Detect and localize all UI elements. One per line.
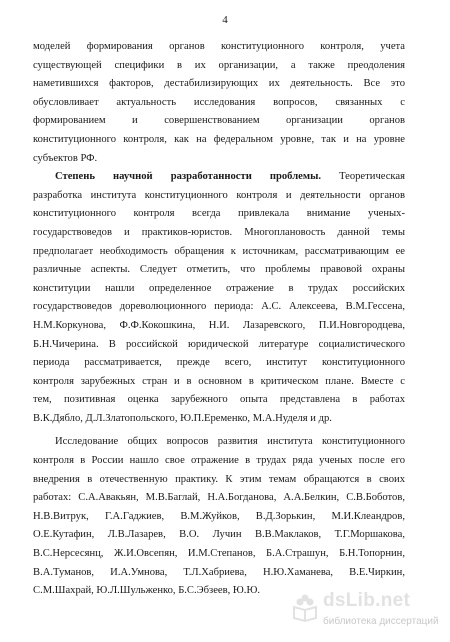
- text-line: формированием и совершенствованием организации органов: [33, 115, 405, 127]
- text-line: контроля зарубежных стран и в основном в критическом плане. Вместе с: [33, 375, 405, 387]
- text-line: С.М.Шахрай, Ю.Л.Шульженко, Б.С.Эбзеев, Ю.Ю.: [33, 585, 260, 597]
- text-line: внедрения в отечественную практику. К этим темам обращаются в своих: [33, 473, 405, 485]
- text-line: О.Е.Кутафин, Л.В.Лазарев, В.О. Лучин В.В.Маклаков, Т.Г.Моршакова,: [33, 529, 405, 541]
- text-line-section-lead: [33, 168, 405, 187]
- page-number: 4: [222, 14, 228, 26]
- text-line: государствоведов и практиков-юристов. Многоплановость данной темы: [33, 226, 405, 238]
- text-line: работах: С.А.Авакьян, М.В.Баглай, Н.А.Богданова, А.А.Белкин, С.В.Боботов,: [33, 492, 405, 504]
- text-line: В.К.Дябло, Д.Л.Златопольского, Ю.П.Еременко, М.А.Нуделя и др.: [33, 412, 332, 424]
- text-line: наметившихся факторов, дестабилизирующих их деятельность. Все это: [33, 78, 405, 90]
- book-tree-icon: [290, 594, 320, 624]
- text-line: существующей специфики в их организации, а также преодоления: [33, 59, 405, 71]
- text-line: конституции нашли определенное отражение в трудах российских: [33, 282, 405, 294]
- text-line: Н.М.Коркунова, Ф.Ф.Кокошкина, Н.И. Лазаревского, П.И.Новгородцева,: [33, 319, 405, 331]
- text-line: моделей формирования органов конституционного контроля, учета: [33, 41, 405, 52]
- text-line: обусловливает актуальность исследования вопросов, связанных с: [33, 96, 405, 108]
- text-line: предполагает необходимость обращения к источникам, рассматривающим ее: [33, 245, 405, 257]
- text-line: государствоведов дореволюционного периода: А.С. Алексеева, В.М.Гессена,: [33, 301, 405, 313]
- watermark-caption: библиотека диссертаций: [323, 616, 439, 627]
- text-line: периода рассматривается, прежде всего, институт конституционного: [33, 357, 405, 369]
- text-line: различные аспекты. Следует отметить, что проблемы правовой охраны: [33, 264, 405, 276]
- text-line: конституционного контроля всегда привлекала внимание ученых-: [33, 208, 405, 220]
- body-text: [33, 38, 405, 601]
- text-line: разработка института конституционного контроля и деятельности органов: [33, 189, 405, 201]
- watermark: [290, 590, 440, 634]
- watermark-logo: dsLib.net: [323, 590, 411, 611]
- text-line: контроля в России нашло свое отражение в трудах ряда ученых после его: [33, 455, 405, 467]
- text-line: Н.В.Витрук, Г.А.Гаджиев, В.М.Жуйков, В.Д.Зорькин, М.И.Клеандров,: [33, 510, 405, 522]
- text-line: В.А.Туманов, И.А.Умнова, Т.Л.Хабриева, Н.Ю.Хаманева, В.Е.Чиркин,: [33, 566, 405, 578]
- text-line: субъектов РФ.: [33, 152, 98, 164]
- text-line: тем, позитивная оценка зарубежного опыта представлена в работах: [33, 394, 405, 406]
- text-line: Исследование общих вопросов развития института конституционного: [55, 436, 405, 448]
- text-line: конституционного контроля, как на федеральном уровне, так и на уровне: [33, 133, 405, 145]
- text-line: В.С.Нерсесянц, Ж.И.Овсепян, И.М.Степанов, Б.А.Страшун, Б.Н.Топорнин,: [33, 548, 405, 560]
- section-heading-inline: Степень научной разработанности проблемы.: [55, 171, 321, 183]
- text-fragment: Теоретическая: [321, 171, 405, 183]
- text-line: Б.Н.Чичерина. В российской юридической литературе социалистического: [33, 338, 405, 350]
